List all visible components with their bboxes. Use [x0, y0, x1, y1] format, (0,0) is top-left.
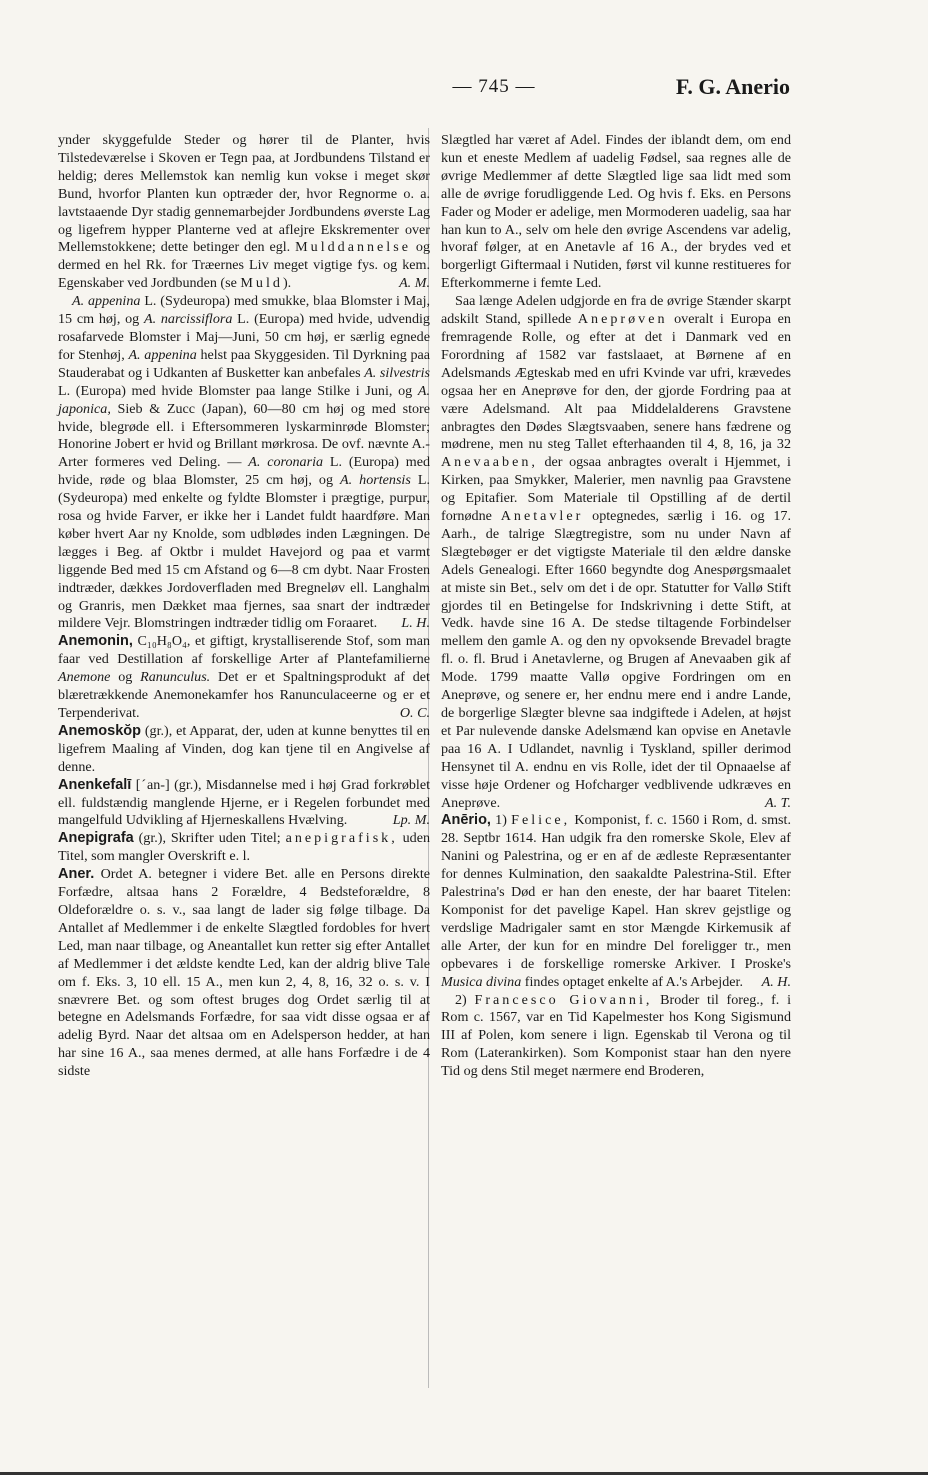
headword: Anērio,	[441, 812, 491, 829]
entry-anenkefali: Anenkefalī [ˊan-] (gr.), Misdannelse med i høj Grad forkrøblet ell. fuldstændig manglende Hjerne, er i Regelen forbundet med mangelfuld Udvikling af Hjerneskallens Hvælving. Lp. M.	[58, 776, 431, 829]
left-column	[58, 132, 430, 1081]
entry-continuation: ynder skyggefulde Steder og hører til de Planter, hvis Tilstedeværelse i Skoven er Tegn paa, at Jordbundens Tilstand er heldig; deres Mellemstok kan nemlig kun vokse i meget skør Bund, hvorfor Planten kun optræder der, hvor Regnorme o. a. lavtstaaende Dyr stadig gennemarbejder Jordbundens øverste Lag og ligefrem hypper Planterne ved at aflejre Ekskrementer over Mellemstokkene; dette betinger den egl. Mulddannelse og dermed en hel Rk. for Træernes Liv meget vigtige fys. og kem. Egenskaber ved Jordbunden (se Muld). A. M.	[58, 132, 430, 292]
headword: Aner.	[58, 866, 95, 883]
author-signature: A. T.	[765, 794, 791, 811]
author-signature: A. M.	[399, 275, 430, 292]
right-column	[441, 132, 791, 1081]
entry-anerio-2: 2) Francesco Giovanni, Broder til foreg., f. i Rom c. 1567, var en Tid Kapelmester hos Kong Sigismund III af Polen, kom senere i lign. Egenskab til Verona og til Rom (Laterankirken). Som Komponist staar han den nyere Tid og dens Stil meget nærmere end Broderen,	[441, 991, 791, 1080]
author-signature: O. C.	[399, 705, 430, 721]
page-number: — 745 —	[452, 76, 536, 97]
entry-paragraph: Saa længe Adelen udgjorde en fra de øvrige Stænder skarpt adskilt Stand, spillede Aneprøven overalt i Europa en fremragende Rolle, og efter at det i Danmark ved en Forordning af 1582 var fastslaaet, at Børnene af en Adelsmands Ægteskab med en ufri Kvinde var ufri, krævedes ogsaa her en Aneprøve for den, der gjorde Fordring paa at være Adelsmand. Alt paa Middelalderens Gravstene anbragtes den Dødes Slægtsvaaben, senere hans fædrene og mødrene, men nu steg Tallet efterhaanden til 4, 8, 16, ja 32 Anevaaben, der ogsaa anbragtes overalt i Hjemmet, i Kirken, paa Smykker, Malerier, men navnlig paa Gravstene og Epitafier. Som Materiale til Opstilling af de dertil fornødne Anetavler optegnedes, særlig i 16. og 17. Aarh., de talrige Slægtregistre, som nu under Navn af Slægtebøger er det vigtigste Materiale til den ældre danske Adels Genealogi. Efter 1660 begyndte dog Anespørgsmaalet at miste sin Bet., selv om det i de opr. Statutter for Vallø Stift gjordes til en Betingelse for Indskrivning i dette Stift, at Vedk. havde sine 16 A. De stedse tiltagende Forbindelser mellem den gamle A. og den ny opvoksende Brevadel bragte fl. o. fl. Brud i Anetavlerne, og Brugen af Anevaaben gik af Mode. 1799 maatte Vallø opgive Fordringen om en Aneprøve, og senere er, her endnu mere end i andre Lande, de borgerlige Slægter blevne saa indgiftede i Adelen, at højst et Par nulevende danske Adelsmænd kan opvise en Anetavle paa 16 A. I Udlandet, navnlig i Tyskland, spiller derimod Hensynet til A. endnu en vis Rolle, idet der til Opnaaelse af visse høje Ordener og Hofcharger vedblivende udkræves en Aneprøve. A. T.	[441, 293, 791, 811]
author-signature: L. H.	[401, 615, 430, 632]
entry-paragraph: A. appenina L. (Sydeuropa) med smukke, blaa Blomster i Maj, 15 cm høj, og A. narcissiflora L. (Europa) med hvide, udvendig rosafarvede Blomster i Maj—Juni, 50 cm høj, er særlig egnede for Stenhøj, A. appenina helst paa Skyggesiden. Til Dyrkning paa Stauderabat og i Udkanten af Busketter kan anbefales A. silvestris L. (Europa) med hvide Blomster paa lange Stilke i Juni, og A. japonica, Sieb & Zucc (Japan), 60—80 cm høj og med store hvide, blegrøde ell. i Eftersommeren lyskarminrøde Blomster; Honorine Jobert er hvid og Brillant mørkrosa. De ovf. nævnte A.-Arter formeres ved Deling. — A. coronaria L. (Europa) med hvide, røde og blaa Blomster, 25 cm høj, og A. hortensis L. (Sydeuropa) med enkelte og fyldte Blomster i prægtige, purpur, rosa og hvide Farver, er ikke her i Landet fuldt haardføre. Man køber hvert Aar ny Knolde, som udblødes inden Lægningen. De lægges i Beg. af Oktbr i muldet Havejord og paa et varmt liggende Bed med 15 cm Afstand og 6—8 cm dybt. Naar Frosten indtræder, dækkes Jordoverfladen med Bregneløv ell. Langhalm og Granris, men Dækket maa fjernes, saa snart der indtræder mildere Vejr. Blomstringen indtræder tidlig om Foraaret. L. H.	[58, 293, 431, 632]
author-signature: A. H.	[761, 973, 791, 990]
entry-anemonin: Anemonin, C₁₀H₈O₄, et giftigt, krystalliserende Stof, som man faar ved Destillation af forskellige Arter af Plantefamilierne Anemone og Ranunculus. Det er et Spaltningsprodukt af det blæretrækkende Anemonekamfer hos Ranunculaceerne og er et Terpenderivat. O. C.	[58, 633, 430, 721]
headword: Anepigrafa	[58, 830, 134, 847]
entry-aner: Aner. Ordet A. betegner i videre Bet. alle en Persons direkte Forfædre, altsaa hans 2 Forældre, 4 Bedsteforældre, 8 Oldeforældre o. s. v., saa langt de lader sig følge tilbage. Da Antallet af Medlemmer i de enkelte Slægtled fordobles for hvert Led, man naar tilbage, og Aneantallet kun retter sig efter Antallet af Medlemmer i det ældste kendte Led, kan der aldrig blive Tale om f. Eks. 3, 10 ell. 15 A., men kun 2, 4, 8, 16, 32 o. s. v. I snævrere Bet. og som oftest bruges dog Ordet særlig til at betegne en Adelsmands Forfædre, for saa vidt disse ogsaa er af adelig Byrd. Naar det altsaa om en Adelsperson hedder, at han har sine 16 A., saa menes dermed, at alle hans Forfædre i de 4 sidste	[58, 866, 430, 1080]
entry-anepigrafa: Anepigrafa (gr.), Skrifter uden Titel; anepigrafisk, uden Titel, som mangler Overskrift e. l.	[58, 830, 430, 865]
entry-anerio: Anērio, 1) Felice, Komponist, f. c. 1560 i Rom, d. smst. 28. Septbr 1614. Han udgik fra den romerske Skole, Elev af Nanini og Palestrina, og er en af de ædleste Repræsentanter for dennes Kulmination, den saakaldte Palestrina-Stil. Efter Palestrina's Død er han den eneste, der har baaret Titelen: Komponist for det pavelige Kapel. Han skrev gejstlige og verdslige Madrigaler samt en stor Mængde Kirkemusik af alle Arter, der kun for en mindre Del foreligger tr., men opbevares i de forskellige romerske Arkiver. I Proske's Musica divina findes optaget enkelte af A.'s Arbejder. A. H.	[441, 812, 791, 990]
headword: Anemonin,	[58, 633, 133, 650]
running-head: F. G. Anerio	[675, 74, 790, 99]
headword: Anenkefalī	[58, 776, 132, 793]
headword: Anemoskŏp	[58, 722, 141, 739]
entry-anemoskop: Anemoskŏp (gr.), et Apparat, der, uden at kunne benyttes til en ligefrem Maaling af Vinden, dog kan tjene til en Angivelse af denne.	[58, 722, 430, 775]
page-header	[58, 74, 790, 104]
author-signature: Lp. M.	[392, 812, 430, 829]
entry-continuation: Slægtled har været af Adel. Findes der iblandt dem, om end kun et eneste Medlem af uadelig Fødsel, saa regnes alle de øvrige Medlemmer af dette Slægtled lige saa lidt med som alle de øvrige forudliggende Led. Og hvis f. Eks. en Persons Fader og Moder er adelige, men Mormoderen uadelig, saa har han kun to A., selv om hele den øvrige Ascendens var adelig, hvoraf følger, at en Anetavle af 16 A., der brydes ved et borgerligt Giftermaal i Nutiden, først vil kunne restitueres for Efterkommerne i femte Led.	[441, 132, 791, 292]
